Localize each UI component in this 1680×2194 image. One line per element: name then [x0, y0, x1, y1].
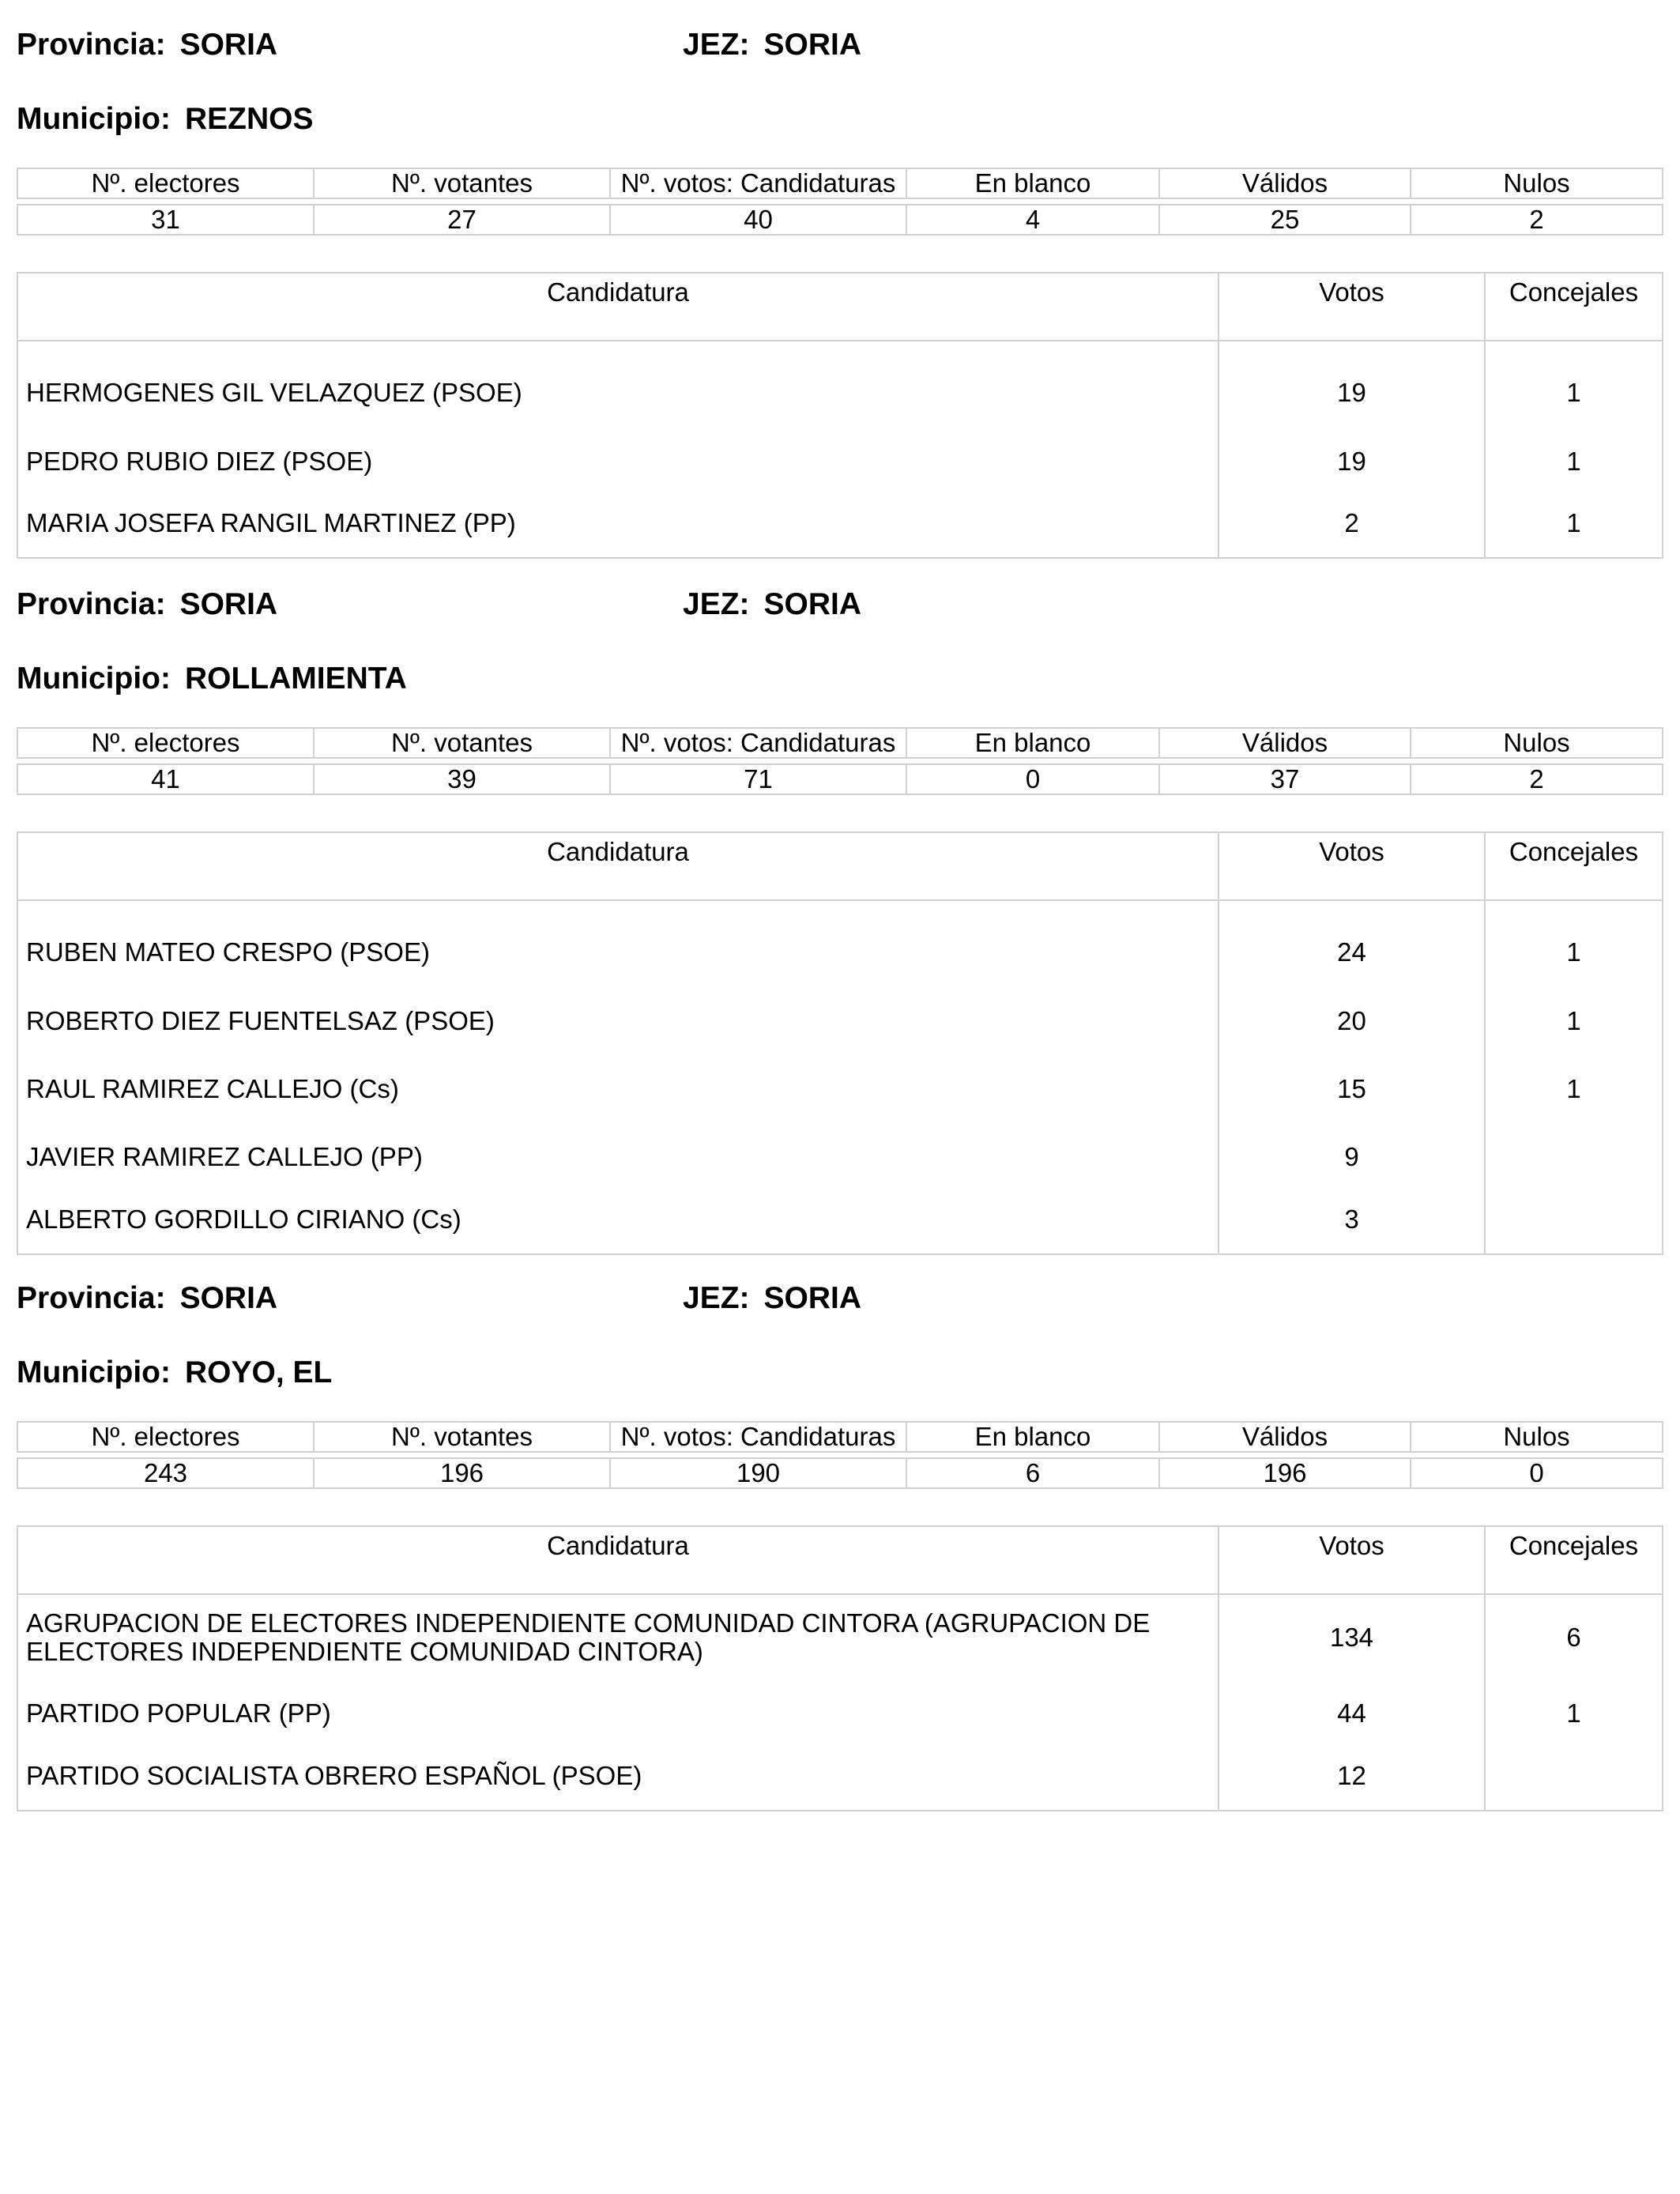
stats-value-cell: 196 — [314, 1458, 610, 1488]
candidate-row — [17, 1191, 1663, 1254]
concejales-header: Concejales — [1485, 1526, 1663, 1594]
candidates-header-row — [17, 1526, 1663, 1594]
stats-value-cell: 71 — [610, 764, 906, 794]
candidate-row — [17, 1594, 1663, 1679]
stats-value-row — [17, 764, 1663, 794]
candidatura-header: Candidatura — [17, 1526, 1219, 1594]
stats-header-cell: Nº. votantes — [314, 1422, 610, 1452]
candidate-row — [17, 1055, 1663, 1123]
candidate-row — [17, 428, 1663, 495]
provincia-heading: Provincia: SORIA — [17, 1281, 278, 1315]
stats-value-cell: 0 — [906, 764, 1159, 794]
stats-header-cell: Nulos — [1411, 728, 1663, 758]
stats-header-cell: Nº. votantes — [314, 168, 610, 198]
stats-header-cell: Nº. electores — [17, 1422, 314, 1452]
candidate-votos: 19 — [1219, 341, 1485, 428]
stats-table — [17, 727, 1663, 795]
stats-header-cell: Nº. electores — [17, 168, 314, 198]
stats-value-cell: 25 — [1159, 205, 1411, 235]
stats-header-cell: Válidos — [1159, 1422, 1411, 1452]
stats-table — [17, 1421, 1663, 1489]
candidate-row — [17, 987, 1663, 1055]
candidate-votos: 15 — [1219, 1055, 1485, 1123]
candidates-table — [17, 272, 1663, 559]
candidate-row — [17, 1679, 1663, 1747]
provincia-value: SORIA — [179, 28, 278, 62]
candidate-name: PEDRO RUBIO DIEZ (PSOE) — [17, 428, 1219, 495]
candidate-votos: 3 — [1219, 1191, 1485, 1254]
jez-heading: JEZ: SORIA — [683, 587, 862, 621]
stats-header-row — [17, 168, 1663, 198]
candidate-votos: 134 — [1219, 1594, 1485, 1679]
stats-header-cell: Nulos — [1411, 1422, 1663, 1452]
votos-header: Votos — [1219, 273, 1485, 341]
stats-header-cell: En blanco — [906, 728, 1159, 758]
stats-header-row — [17, 728, 1663, 758]
concejales-header: Concejales — [1485, 273, 1663, 341]
candidate-name: AGRUPACION DE ELECTORES INDEPENDIENTE COMUNIDAD CINTORA (AGRUPACION DE ELECTORES INDEPENDIENTE COMUNIDAD CINTORA) — [17, 1594, 1219, 1679]
candidate-concejales: 1 — [1485, 428, 1663, 495]
stats-header-cell: Nº. votos: Candidaturas — [610, 728, 906, 758]
municipio-heading: Municipio: ROLLAMIENTA — [17, 662, 407, 696]
stats-header-cell: Nº. electores — [17, 728, 314, 758]
stats-header-cell: Válidos — [1159, 168, 1411, 198]
stats-value-cell: 37 — [1159, 764, 1411, 794]
stats-header-row — [17, 1422, 1663, 1452]
provincia-value: SORIA — [179, 587, 278, 621]
candidate-name: PARTIDO POPULAR (PP) — [17, 1679, 1219, 1747]
candidate-name: RUBEN MATEO CRESPO (PSOE) — [17, 900, 1219, 987]
jez-heading: JEZ: SORIA — [683, 1281, 862, 1315]
stats-value-cell: 27 — [314, 205, 610, 235]
stats-header-cell: Nº. votantes — [314, 728, 610, 758]
votos-header: Votos — [1219, 832, 1485, 900]
stats-value-cell: 196 — [1159, 1458, 1411, 1488]
candidate-concejales: 1 — [1485, 341, 1663, 428]
candidate-concejales: 6 — [1485, 1594, 1663, 1679]
candidate-name: MARIA JOSEFA RANGIL MARTINEZ (PP) — [17, 495, 1219, 558]
candidate-concejales: 1 — [1485, 900, 1663, 987]
stats-value-cell: 39 — [314, 764, 610, 794]
candidate-row — [17, 1747, 1663, 1811]
candidates-table — [17, 831, 1663, 1255]
provincia-value: SORIA — [179, 1281, 278, 1315]
candidate-name: ALBERTO GORDILLO CIRIANO (Cs) — [17, 1191, 1219, 1254]
stats-value-cell: 190 — [610, 1458, 906, 1488]
candidate-concejales: 1 — [1485, 1679, 1663, 1747]
municipio-value: ROLLAMIENTA — [184, 662, 407, 696]
candidate-concejales — [1485, 1747, 1663, 1811]
stats-header-cell: Nº. votos: Candidaturas — [610, 1422, 906, 1452]
candidate-row — [17, 341, 1663, 428]
stats-header-cell: Nº. votos: Candidaturas — [610, 168, 906, 198]
candidates-table — [17, 1525, 1663, 1811]
stats-value-cell: 40 — [610, 205, 906, 235]
candidates-header-row — [17, 273, 1663, 341]
candidate-row — [17, 900, 1663, 987]
candidate-row — [17, 1123, 1663, 1191]
stats-value-row — [17, 205, 1663, 235]
stats-value-cell: 0 — [1411, 1458, 1663, 1488]
candidate-votos: 2 — [1219, 495, 1485, 558]
jez-value: SORIA — [763, 587, 862, 621]
stats-value-cell: 2 — [1411, 205, 1663, 235]
municipio-value: REZNOS — [184, 102, 314, 136]
candidate-row — [17, 495, 1663, 558]
candidatura-header: Candidatura — [17, 273, 1219, 341]
candidate-concejales: 1 — [1485, 987, 1663, 1055]
municipio-heading: Municipio: REZNOS — [17, 102, 314, 136]
stats-value-cell: 31 — [17, 205, 314, 235]
candidate-name: JAVIER RAMIREZ CALLEJO (PP) — [17, 1123, 1219, 1191]
stats-table — [17, 168, 1663, 236]
stats-value-cell: 6 — [906, 1458, 1159, 1488]
candidate-concejales — [1485, 1123, 1663, 1191]
candidates-header-row — [17, 832, 1663, 900]
stats-header-cell: Válidos — [1159, 728, 1411, 758]
stats-value-cell: 243 — [17, 1458, 314, 1488]
jez-value: SORIA — [763, 28, 862, 62]
jez-value: SORIA — [763, 1281, 862, 1315]
stats-header-cell: Nulos — [1411, 168, 1663, 198]
candidate-votos: 9 — [1219, 1123, 1485, 1191]
candidate-votos: 24 — [1219, 900, 1485, 987]
stats-header-cell: En blanco — [906, 1422, 1159, 1452]
candidate-name: ROBERTO DIEZ FUENTELSAZ (PSOE) — [17, 987, 1219, 1055]
candidate-name: HERMOGENES GIL VELAZQUEZ (PSOE) — [17, 341, 1219, 428]
stats-value-cell: 4 — [906, 205, 1159, 235]
candidate-votos: 44 — [1219, 1679, 1485, 1747]
concejales-header: Concejales — [1485, 832, 1663, 900]
candidate-votos: 12 — [1219, 1747, 1485, 1811]
votos-header: Votos — [1219, 1526, 1485, 1594]
stats-value-cell: 41 — [17, 764, 314, 794]
candidate-votos: 20 — [1219, 987, 1485, 1055]
candidate-votos: 19 — [1219, 428, 1485, 495]
candidatura-header: Candidatura — [17, 832, 1219, 900]
stats-value-cell: 2 — [1411, 764, 1663, 794]
provincia-heading: Provincia: SORIA — [17, 28, 278, 62]
municipio-heading: Municipio: ROYO, EL — [17, 1355, 333, 1389]
stats-value-row — [17, 1458, 1663, 1488]
candidate-name: PARTIDO SOCIALISTA OBRERO ESPAÑOL (PSOE) — [17, 1747, 1219, 1811]
stats-header-cell: En blanco — [906, 168, 1159, 198]
candidate-concejales: 1 — [1485, 495, 1663, 558]
jez-heading: JEZ: SORIA — [683, 28, 862, 62]
candidate-concejales: 1 — [1485, 1055, 1663, 1123]
municipio-value: ROYO, EL — [184, 1355, 333, 1389]
candidate-name: RAUL RAMIREZ CALLEJO (Cs) — [17, 1055, 1219, 1123]
provincia-heading: Provincia: SORIA — [17, 587, 278, 621]
candidate-concejales — [1485, 1191, 1663, 1254]
